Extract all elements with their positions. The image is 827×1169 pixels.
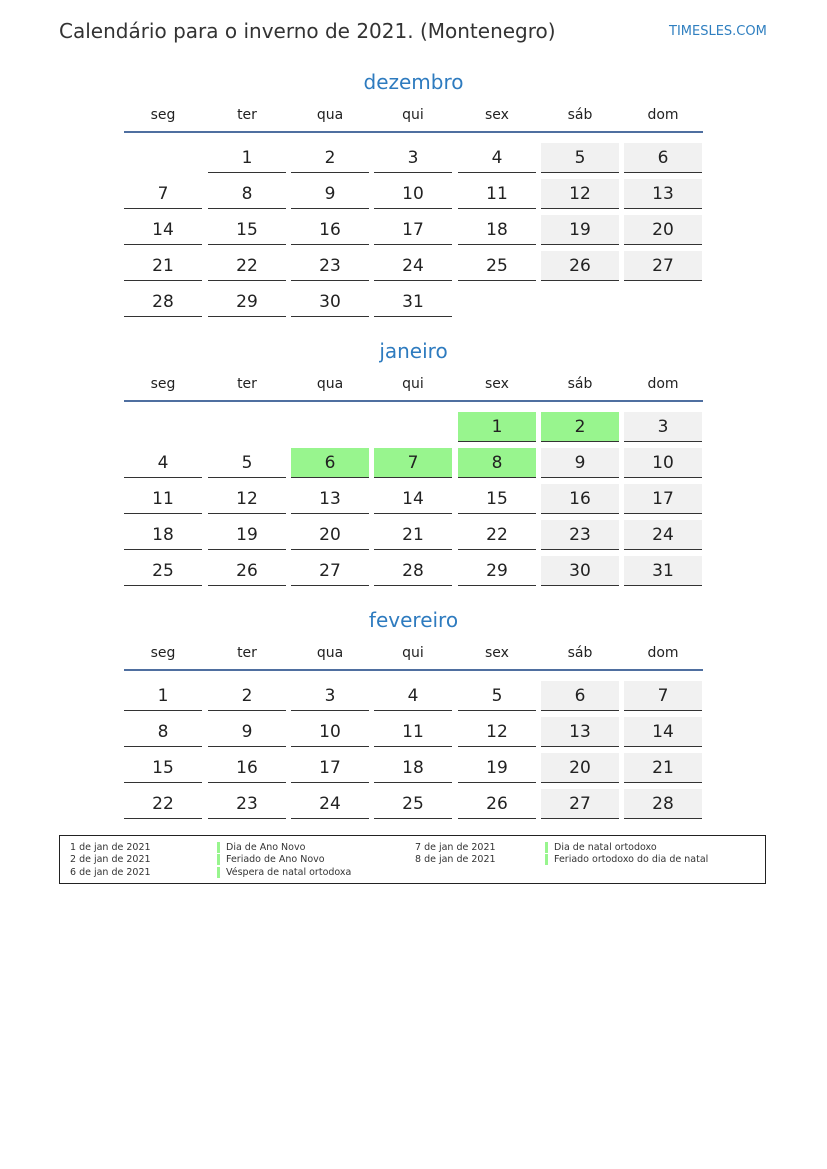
weekday-label: qui xyxy=(402,107,424,123)
weekday-label: seg xyxy=(150,645,176,661)
legend-holiday-name: Feriado ortodoxo do dia de natal xyxy=(545,854,708,865)
day-cell: 9 xyxy=(208,717,286,747)
month-1 xyxy=(124,339,703,599)
day-cell: 10 xyxy=(374,179,452,209)
page-title: Calendário para o inverno de 2021. (Montenegro) xyxy=(59,19,556,43)
day-cell: 25 xyxy=(458,251,536,281)
day-cell: 22 xyxy=(208,251,286,281)
day-cell: 1 xyxy=(124,681,202,711)
day-cell: 14 xyxy=(374,484,452,514)
weekday-label: sex xyxy=(485,645,509,661)
weekday-label: qua xyxy=(316,645,344,661)
day-cell: 11 xyxy=(458,179,536,209)
legend-holiday-name: Feriado de Ano Novo xyxy=(217,854,325,865)
day-cell: 20 xyxy=(541,753,619,783)
day-cell: 28 xyxy=(124,287,202,317)
day-cell: 26 xyxy=(208,556,286,586)
day-cell: 20 xyxy=(291,520,369,550)
day-cell: 27 xyxy=(541,789,619,819)
weekday-header xyxy=(124,107,703,127)
day-cell: 5 xyxy=(458,681,536,711)
day-cell: 4 xyxy=(374,681,452,711)
day-cell: 3 xyxy=(291,681,369,711)
weekday-header xyxy=(124,645,703,665)
day-cell: 27 xyxy=(624,251,702,281)
day-cell: 26 xyxy=(458,789,536,819)
holiday-legend xyxy=(59,835,766,884)
day-cell: 17 xyxy=(374,215,452,245)
day-cell: 21 xyxy=(624,753,702,783)
day-cell: 27 xyxy=(291,556,369,586)
day-cell: 8 xyxy=(208,179,286,209)
month-0 xyxy=(124,70,703,330)
day-cell: 18 xyxy=(458,215,536,245)
day-cell: 4 xyxy=(458,143,536,173)
day-cell: 9 xyxy=(541,448,619,478)
day-cell: 6 xyxy=(291,448,369,478)
day-cell: 10 xyxy=(624,448,702,478)
day-cell: 14 xyxy=(124,215,202,245)
day-cell: 13 xyxy=(624,179,702,209)
day-cell: 13 xyxy=(541,717,619,747)
day-cell: 17 xyxy=(624,484,702,514)
weekday-label: ter xyxy=(237,645,257,661)
weekday-label: sex xyxy=(485,107,509,123)
weekday-label: sáb xyxy=(567,376,593,392)
weekday-label: seg xyxy=(150,107,176,123)
day-cell: 21 xyxy=(124,251,202,281)
day-cell: 23 xyxy=(208,789,286,819)
day-cell: 31 xyxy=(624,556,702,586)
month-title: fevereiro xyxy=(368,608,459,632)
weekday-label: seg xyxy=(150,376,176,392)
legend-holiday-name: Dia de Ano Novo xyxy=(217,842,305,853)
day-cell: 3 xyxy=(374,143,452,173)
day-cell: 24 xyxy=(291,789,369,819)
day-cell: 11 xyxy=(374,717,452,747)
day-cell: 23 xyxy=(541,520,619,550)
day-cell: 25 xyxy=(374,789,452,819)
day-cell: 20 xyxy=(624,215,702,245)
day-cell: 24 xyxy=(624,520,702,550)
weekday-label: ter xyxy=(237,376,257,392)
day-cell: 11 xyxy=(124,484,202,514)
day-cell: 17 xyxy=(291,753,369,783)
weekday-label: sáb xyxy=(567,107,593,123)
header-divider xyxy=(124,669,703,671)
day-cell: 1 xyxy=(208,143,286,173)
day-cell: 18 xyxy=(374,753,452,783)
day-cell: 1 xyxy=(458,412,536,442)
day-cell: 15 xyxy=(208,215,286,245)
day-cell: 2 xyxy=(208,681,286,711)
day-cell: 19 xyxy=(541,215,619,245)
day-cell: 13 xyxy=(291,484,369,514)
day-cell: 3 xyxy=(624,412,702,442)
day-cell: 16 xyxy=(291,215,369,245)
day-cell: 30 xyxy=(541,556,619,586)
month-2 xyxy=(124,608,703,868)
legend-date: 2 de jan de 2021 xyxy=(70,854,151,865)
legend-date: 1 de jan de 2021 xyxy=(70,842,151,853)
day-cell: 2 xyxy=(541,412,619,442)
day-cell: 12 xyxy=(541,179,619,209)
day-cell: 29 xyxy=(208,287,286,317)
day-cell: 21 xyxy=(374,520,452,550)
legend-holiday-name: Dia de natal ortodoxo xyxy=(545,842,657,853)
weekday-label: qua xyxy=(316,376,344,392)
day-cell: 19 xyxy=(208,520,286,550)
day-cell: 7 xyxy=(124,179,202,209)
day-cell: 23 xyxy=(291,251,369,281)
day-cell: 5 xyxy=(541,143,619,173)
legend-date: 7 de jan de 2021 xyxy=(415,842,496,853)
weekday-label: qua xyxy=(316,107,344,123)
day-cell: 6 xyxy=(624,143,702,173)
day-cell: 12 xyxy=(208,484,286,514)
weekday-label: dom xyxy=(647,107,679,123)
day-cell: 8 xyxy=(458,448,536,478)
weekday-label: dom xyxy=(647,645,679,661)
header-divider xyxy=(124,400,703,402)
legend-date: 8 de jan de 2021 xyxy=(415,854,496,865)
day-cell: 29 xyxy=(458,556,536,586)
day-cell: 12 xyxy=(458,717,536,747)
weekday-label: qui xyxy=(402,645,424,661)
day-cell: 9 xyxy=(291,179,369,209)
legend-holiday-name: Véspera de natal ortodoxa xyxy=(217,867,351,878)
day-cell: 30 xyxy=(291,287,369,317)
day-cell: 22 xyxy=(458,520,536,550)
site-link[interactable]: TIMESLES.COM xyxy=(669,24,767,39)
day-cell: 15 xyxy=(458,484,536,514)
day-cell: 28 xyxy=(374,556,452,586)
day-cell: 28 xyxy=(624,789,702,819)
day-cell: 8 xyxy=(124,717,202,747)
day-cell: 16 xyxy=(208,753,286,783)
day-cell: 7 xyxy=(374,448,452,478)
day-cell: 14 xyxy=(624,717,702,747)
weekday-label: ter xyxy=(237,107,257,123)
weekday-header xyxy=(124,376,703,396)
day-cell: 31 xyxy=(374,287,452,317)
month-title: dezembro xyxy=(363,70,464,94)
legend-date: 6 de jan de 2021 xyxy=(70,867,151,878)
day-cell: 16 xyxy=(541,484,619,514)
weekday-label: dom xyxy=(647,376,679,392)
day-cell: 15 xyxy=(124,753,202,783)
day-cell: 6 xyxy=(541,681,619,711)
day-cell: 7 xyxy=(624,681,702,711)
day-cell: 24 xyxy=(374,251,452,281)
day-cell: 18 xyxy=(124,520,202,550)
day-cell: 5 xyxy=(208,448,286,478)
day-cell: 2 xyxy=(291,143,369,173)
header-divider xyxy=(124,131,703,133)
day-cell: 22 xyxy=(124,789,202,819)
day-cell: 19 xyxy=(458,753,536,783)
day-cell: 10 xyxy=(291,717,369,747)
weekday-label: sáb xyxy=(567,645,593,661)
weekday-label: qui xyxy=(402,376,424,392)
day-cell: 25 xyxy=(124,556,202,586)
day-cell: 26 xyxy=(541,251,619,281)
weekday-label: sex xyxy=(485,376,509,392)
day-cell: 4 xyxy=(124,448,202,478)
month-title: janeiro xyxy=(379,339,448,363)
